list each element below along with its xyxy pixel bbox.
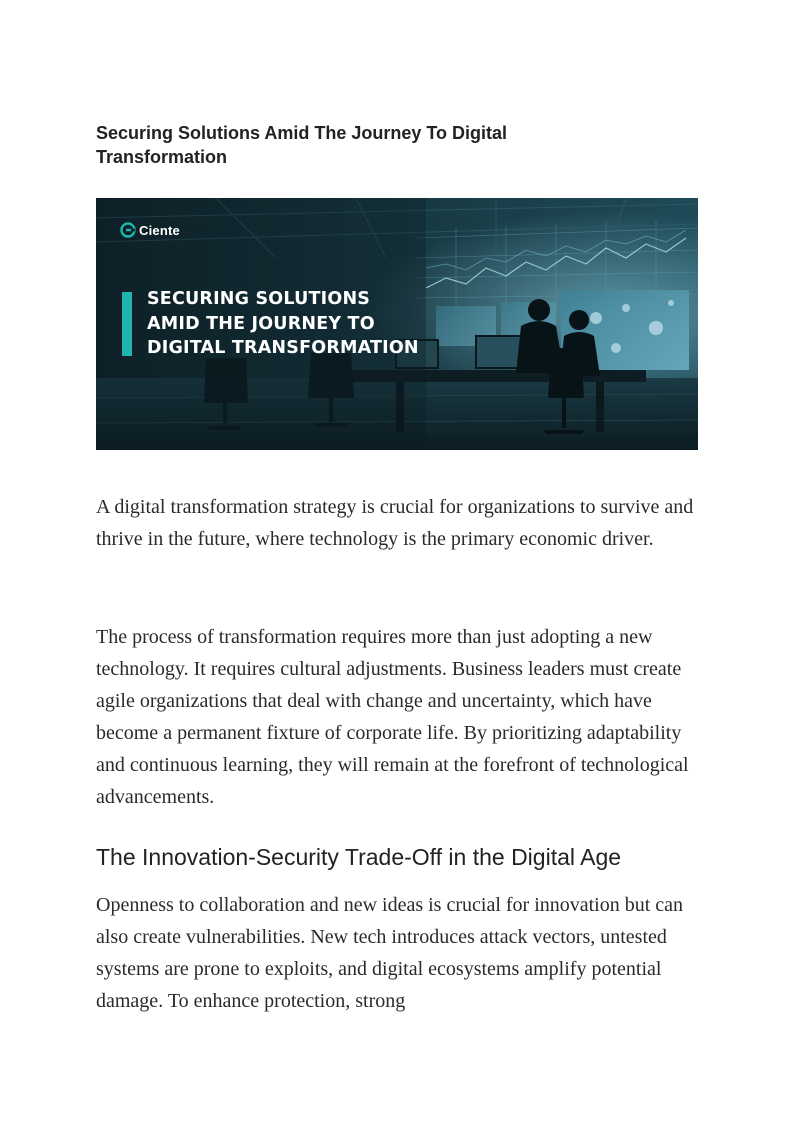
banner-accent-bar bbox=[122, 292, 132, 356]
transformation-paragraph: The process of transformation requires more than just adopting a new technology. It requires cultural adjustments. Business leaders must create agile organizations that deal with change and uncertainty, which have become a permanent fixture of corporate life. By prioritizing adaptability and continuous learning, they will remain at the forefront of technological advancements. bbox=[96, 626, 689, 808]
ciente-logo-icon bbox=[120, 222, 136, 238]
section-paragraph: Openness to collaboration and new ideas is crucial for innovation but can also create vulnerabilities. New tech introduces attack vectors, untested systems are prone to exploits, and digital ecosystems amplify potential damage. To enhance protection, strong bbox=[96, 894, 684, 1012]
banner-headline bbox=[147, 287, 419, 361]
banner-headline-line: DIGITAL TRANSFORMATION bbox=[147, 338, 419, 358]
ciente-logo-text: Ciente bbox=[139, 222, 180, 238]
banner-image bbox=[96, 198, 698, 450]
ciente-logo bbox=[120, 222, 180, 238]
section-heading: The Innovation-Security Trade-Off in the Digital Age bbox=[96, 844, 622, 870]
banner-headline-line: SECURING SOLUTIONS bbox=[147, 289, 371, 309]
intro-paragraph: A digital transformation strategy is crucial for organizations to survive and thrive in the future, where technology is the primary economic driver. bbox=[96, 496, 694, 550]
banner-headline-line: AMID THE JOURNEY TO bbox=[147, 313, 375, 334]
article-title: Securing Solutions Amid The Journey To Digital Transformation bbox=[96, 123, 508, 167]
